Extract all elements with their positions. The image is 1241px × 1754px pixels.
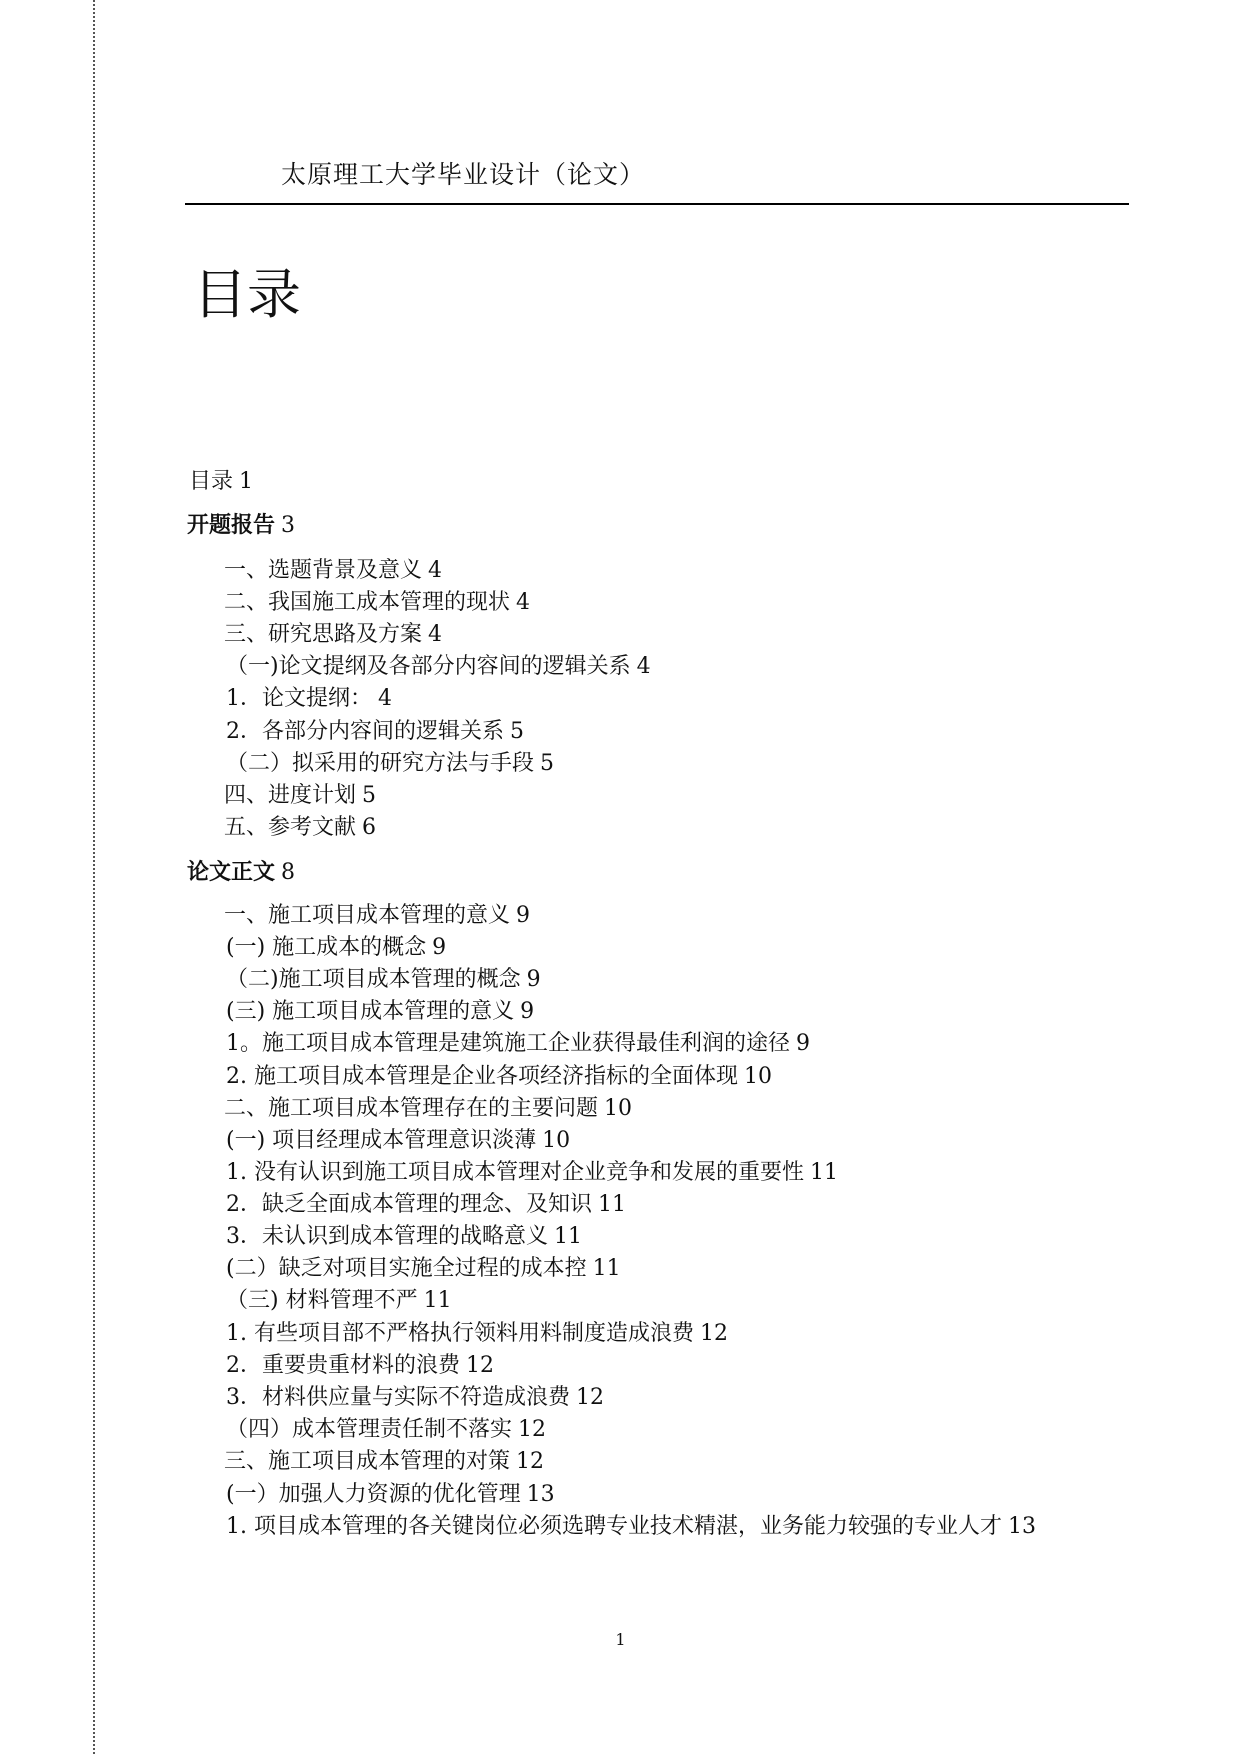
toc-entry-page: 5 [362, 783, 377, 808]
toc-entry [226, 1480, 555, 1510]
toc-entry [226, 749, 554, 779]
toc-entry [224, 1094, 632, 1124]
toc-entry [226, 933, 446, 963]
toc-entry [226, 1126, 570, 1156]
toc-entry [189, 467, 253, 497]
toc-entry-title: （二）拟采用的研究方法与手段 [226, 751, 535, 776]
toc-entry-page: 4 [378, 686, 392, 711]
toc-entry-title: 1。施工项目成本管理是建筑施工企业获得最佳利润的途径 [226, 1031, 790, 1056]
toc-entry [224, 781, 376, 811]
toc-entry [226, 1254, 621, 1284]
toc-entry [226, 1222, 582, 1252]
toc-section-heading [187, 511, 295, 541]
toc-entry [226, 684, 392, 714]
toc-entry [226, 652, 651, 682]
toc-entry-title: （一)论文提纲及各部分内容间的逻辑关系 [226, 654, 631, 679]
toc-entry-title: 论文正文 [187, 860, 276, 885]
page-number: 1 [615, 1630, 626, 1649]
toc-entry-page: 9 [520, 999, 535, 1024]
running-header: 太原理工大学毕业设计（论文） [281, 160, 646, 189]
toc-entry-title: （四）成本管理责任制不落实 [226, 1417, 513, 1442]
toc-entry-title: 2. 施工项目成本管理是企业各项经济指标的全面体现 [226, 1064, 738, 1089]
toc-entry-title: 三、施工项目成本管理的对策 [224, 1449, 511, 1474]
toc-entry [224, 588, 530, 618]
toc-entry-title: 2．各部分内容间的逻辑关系 [226, 719, 504, 744]
toc-entry [226, 965, 541, 995]
toc-entry-page: 4 [636, 654, 651, 679]
toc-entry-title: (一) 施工成本的概念 [226, 935, 427, 960]
toc-entry-page: 1 [239, 469, 254, 494]
toc-entry [224, 813, 376, 843]
toc-entry-title: 1. 有些项目部不严格执行领料用料制度造成浪费 [226, 1321, 694, 1346]
toc-entry-title: 3．材料供应量与实际不符造成浪费 [226, 1385, 570, 1410]
toc-entry-page: 11 [810, 1160, 838, 1185]
toc-entry-page: 12 [518, 1417, 547, 1442]
toc-entry-page: 4 [428, 558, 443, 583]
toc-entry-page: 4 [428, 622, 443, 647]
toc-entry-page: 9 [432, 935, 447, 960]
toc-entry-page: 9 [516, 903, 531, 928]
toc-entry-title: 四、进度计划 [224, 783, 357, 808]
toc-entry-title: （二)施工项目成本管理的概念 [226, 967, 521, 992]
toc-entry-title: 开题报告 [187, 513, 276, 538]
toc-entry-title: 1. 项目成本管理的各关键岗位必须选聘专业技术精湛，业务能力较强的专业人才 [226, 1514, 1002, 1539]
toc-entry-title: 3．未认识到成本管理的战略意义 [226, 1224, 548, 1249]
toc-entry-page: 13 [1008, 1514, 1036, 1539]
toc-entry-page: 9 [796, 1031, 810, 1056]
toc-entry [226, 1286, 452, 1316]
toc-entry-title: (一）加强人力资源的优化管理 [226, 1482, 521, 1507]
page-title: 目录 [193, 263, 301, 326]
toc-entry [226, 1190, 626, 1220]
toc-entry [226, 1158, 838, 1188]
toc-entry-page: 12 [466, 1353, 494, 1378]
toc-entry-title: 1. 没有认识到施工项目成本管理对企业竞争和发展的重要性 [226, 1160, 804, 1185]
toc-entry [226, 1512, 1096, 1542]
toc-entry-title: 一、施工项目成本管理的意义 [224, 903, 511, 928]
toc-entry-page: 13 [526, 1482, 555, 1507]
toc-entry [226, 1383, 604, 1413]
toc-entry-page: 6 [362, 815, 377, 840]
toc-entry-page: 3 [281, 513, 296, 538]
toc-entry [226, 997, 534, 1027]
toc-entry-title: 一、选题背景及意义 [224, 558, 423, 583]
toc-entry-page: 11 [423, 1288, 452, 1313]
toc-entry [226, 1319, 728, 1349]
toc-entry-title: (一) 项目经理成本管理意识淡薄 [226, 1128, 537, 1153]
toc-entry-page: 4 [516, 590, 531, 615]
toc-entry [224, 1447, 544, 1477]
toc-entry-title: 1．论文提纲： [226, 686, 372, 711]
toc-entry-title: (二）缺乏对项目实施全过程的成本控 [226, 1256, 587, 1281]
toc-entry-page: 5 [540, 751, 555, 776]
toc-entry [226, 1415, 546, 1445]
toc-entry-page: 10 [542, 1128, 571, 1153]
toc-entry-page: 9 [526, 967, 541, 992]
toc-entry [224, 620, 442, 650]
toc-section-heading [187, 858, 295, 888]
toc-entry [226, 1029, 810, 1059]
toc-entry-title: 目录 [189, 469, 234, 494]
toc-entry-title: 二、施工项目成本管理存在的主要问题 [224, 1096, 599, 1121]
toc-entry [226, 717, 524, 747]
toc-entry [226, 1351, 494, 1381]
toc-entry-title: （三) 材料管理不严 [226, 1288, 418, 1313]
toc-entry [224, 556, 442, 586]
toc-entry-title: 2．重要贵重材料的浪费 [226, 1353, 460, 1378]
toc-entry-title: 五、参考文献 [224, 815, 357, 840]
toc-entry-title: 2．缺乏全面成本管理的理念、及知识 [226, 1192, 592, 1217]
toc-entry-title: 二、我国施工成本管理的现状 [224, 590, 511, 615]
toc-entry-page: 12 [700, 1321, 728, 1346]
toc-entry [226, 1062, 772, 1092]
toc-entry-title: 三、研究思路及方案 [224, 622, 423, 647]
toc-entry-page: 11 [554, 1224, 582, 1249]
toc-entry-page: 12 [576, 1385, 604, 1410]
toc-entry-page: 12 [516, 1449, 545, 1474]
toc-entry-page: 10 [744, 1064, 772, 1089]
toc-entry-page: 11 [598, 1192, 626, 1217]
toc-entry-page: 10 [604, 1096, 633, 1121]
toc-entry-page: 8 [281, 860, 296, 885]
toc-entry-page: 11 [592, 1256, 621, 1281]
toc-entry-page: 5 [510, 719, 524, 744]
toc-entry-title: (三) 施工项目成本管理的意义 [226, 999, 515, 1024]
toc-entry [224, 901, 530, 931]
